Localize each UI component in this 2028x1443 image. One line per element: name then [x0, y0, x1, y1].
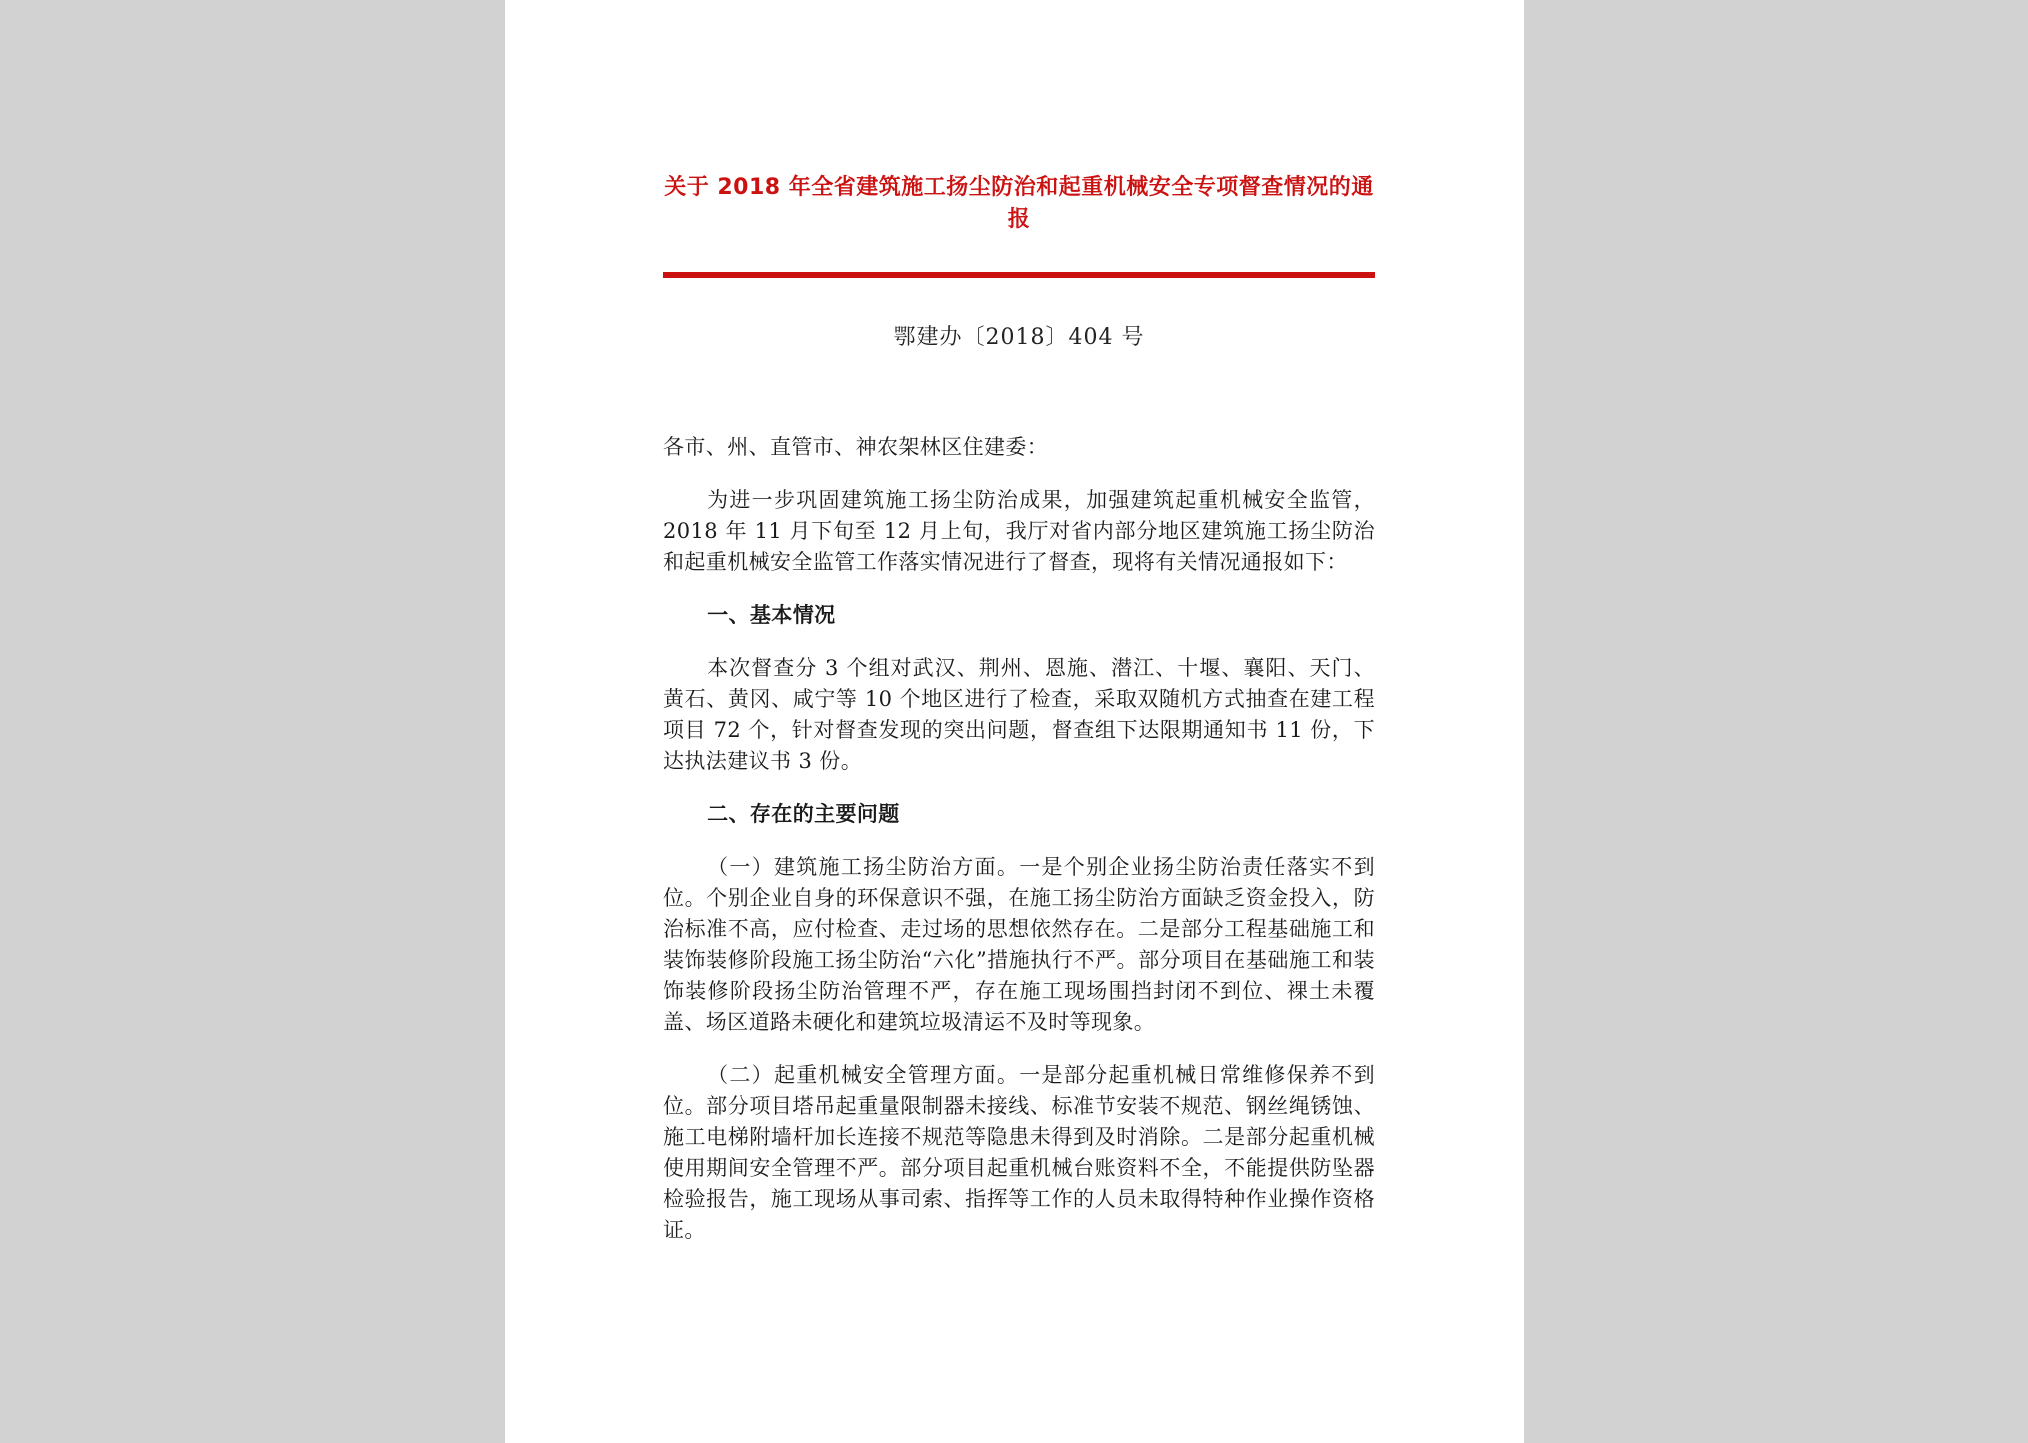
section-1-paragraph: 本次督查分 3 个组对武汉、荆州、恩施、潜江、十堰、襄阳、天门、黄石、黄冈、咸宁等 10 个地区进行了检查，采取双随机方式抽查在建工程项目 72 个，针对督查发现的突出问题，督查组下达限期通知书 11 份，下达执法建议书 3 份。 — [663, 656, 1375, 773]
section-1-heading: 一、基本情况 — [707, 603, 836, 627]
document-title: 关于 2018 年全省建筑施工扬尘防治和起重机械安全专项督查情况的通报 — [664, 175, 1374, 232]
document-body — [663, 432, 1375, 1268]
document-page — [505, 0, 1524, 1443]
section-2-item-2-paragraph: （二）起重机械安全管理方面。一是部分起重机械日常维修保养不到位。部分项目塔吊起重量限制器未接线、标准节安装不规范、钢丝绳锈蚀、施工电梯附墙杆加长连接不规范等隐患未得到及时消除。二是部分起重机械使用期间安全管理不严。部分项目起重机械台账资料不全，不能提供防坠器检验报告，施工现场从事司索、指挥等工作的人员未取得特种作业操作资格证。 — [663, 1063, 1375, 1242]
section-2-heading: 二、存在的主要问题 — [707, 802, 900, 826]
salutation: 各市、州、直管市、神农架林区住建委： — [663, 435, 1049, 459]
document-number: 鄂建办〔2018〕404 号 — [893, 325, 1145, 350]
section-2-item-1-paragraph: （一）建筑施工扬尘防治方面。一是个别企业扬尘防治责任落实不到位。个别企业自身的环保意识不强，在施工扬尘防治方面缺乏资金投入，防治标准不高，应付检查、走过场的思想依然存在。二是部分工程基础施工和装饰装修阶段施工扬尘防治“六化”措施执行不严。部分项目在基础施工和装饰装修阶段扬尘防治管理不严，存在施工现场围挡封闭不到位、裸土未覆盖、场区道路未硬化和建筑垃圾清运不及时等现象。 — [663, 855, 1375, 1034]
title-red-rule — [663, 272, 1375, 278]
intro-paragraph: 为进一步巩固建筑施工扬尘防治成果，加强建筑起重机械安全监管，2018 年 11 月下旬至 12 月上旬，我厅对省内部分地区建筑施工扬尘防治和起重机械安全监管工作落实情况进行了督查，现将有关情况通报如下： — [663, 488, 1375, 574]
